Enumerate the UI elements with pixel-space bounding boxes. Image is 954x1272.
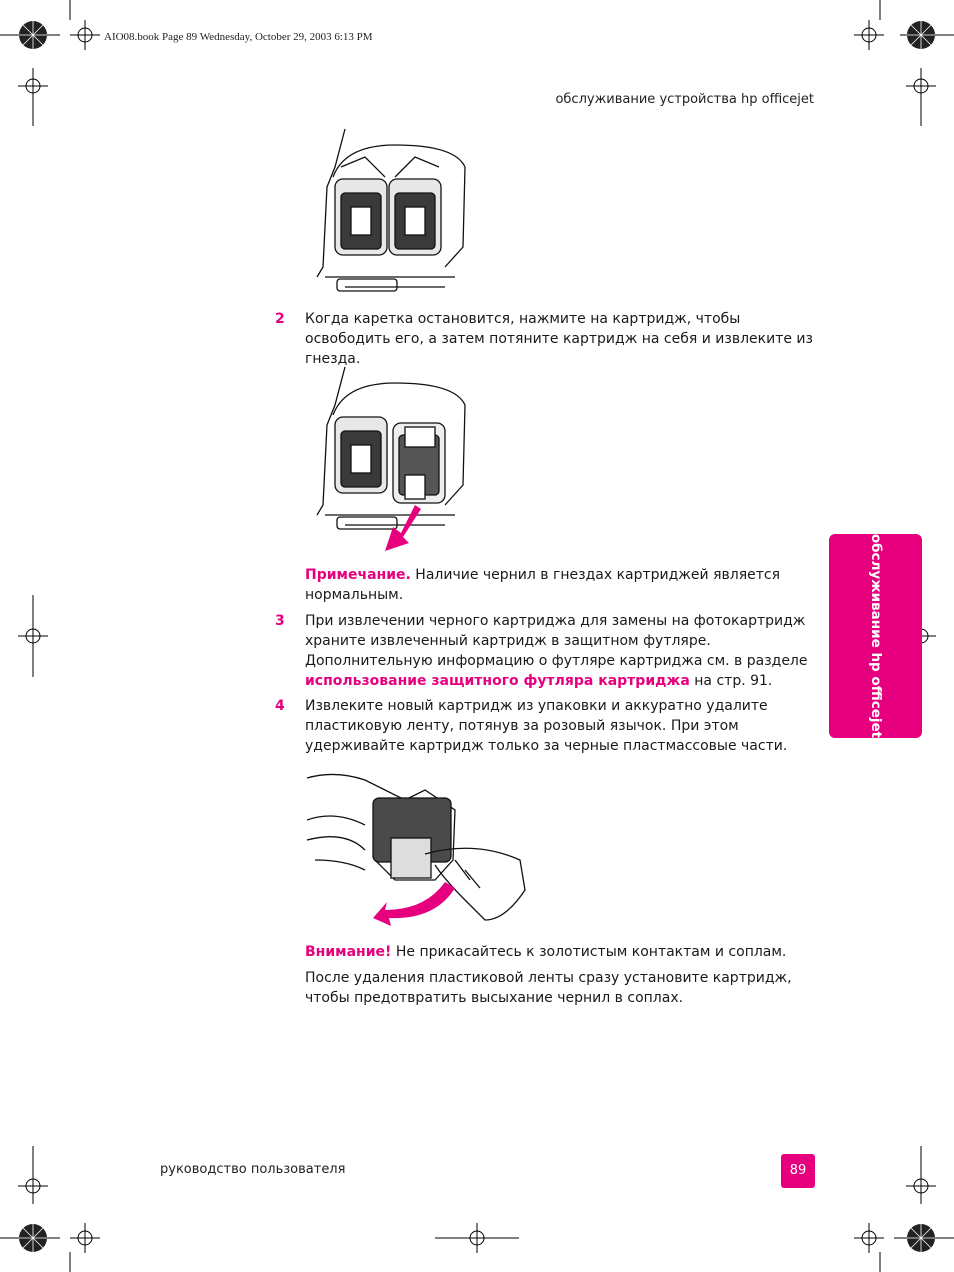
cross-reference-link[interactable]: использование защитного футляра картриджа — [305, 673, 690, 689]
note-text: Наличие чернил в гнездах картриджей является нормальным. — [305, 567, 781, 603]
note — [305, 565, 815, 605]
after-warning-paragraph: После удаления пластиковой ленты сразу установите картридж, чтобы предотвратить высыхание чернил в соплах. — [305, 970, 792, 1006]
cartridge-carriage-illustration — [305, 127, 475, 297]
footer-title: руководство пользователя — [160, 1162, 346, 1177]
chapter-side-tab — [829, 534, 922, 738]
step-text: Когда каретка остановится, нажмите на картридж, чтобы освободить его, а затем потяните картридж на себя и извлеките из гнезда. — [305, 311, 813, 367]
cartridge-removal-illustration — [305, 365, 480, 555]
step-number: 4 — [275, 698, 285, 714]
step-text-before: При извлечении черного картриджа для замены на фотокартридж храните извлеченный картридж в защитном футляре. Дополнительную информацию о футляре картриджа см. в разделе — [305, 613, 808, 669]
warning — [305, 942, 815, 962]
step-number: 2 — [275, 311, 285, 327]
warning-label: Внимание! — [305, 944, 392, 960]
note-label: Примечание. — [305, 567, 411, 583]
tape-removal-illustration — [305, 770, 530, 930]
step-text-after: на стр. 91. — [689, 673, 773, 689]
page-number: 89 — [781, 1154, 815, 1188]
warning-text: Не прикасайтесь к золотистым контактам и соплам. — [395, 944, 787, 960]
step-number: 3 — [275, 613, 285, 629]
step-text — [305, 611, 815, 691]
step-text: Извлеките новый картридж из упаковки и аккуратно удалите пластиковую ленту, потянув за розовый язычок. При этом удерживайте картридж только за черные пластмассовые части. — [305, 698, 788, 754]
side-tab-label: обслуживание hp officejet — [867, 533, 884, 739]
print-slug: AIO08.book Page 89 Wednesday, October 29, 2003 6:13 PM — [104, 31, 373, 43]
running-head: обслуживание устройства hp officejet — [555, 92, 814, 107]
